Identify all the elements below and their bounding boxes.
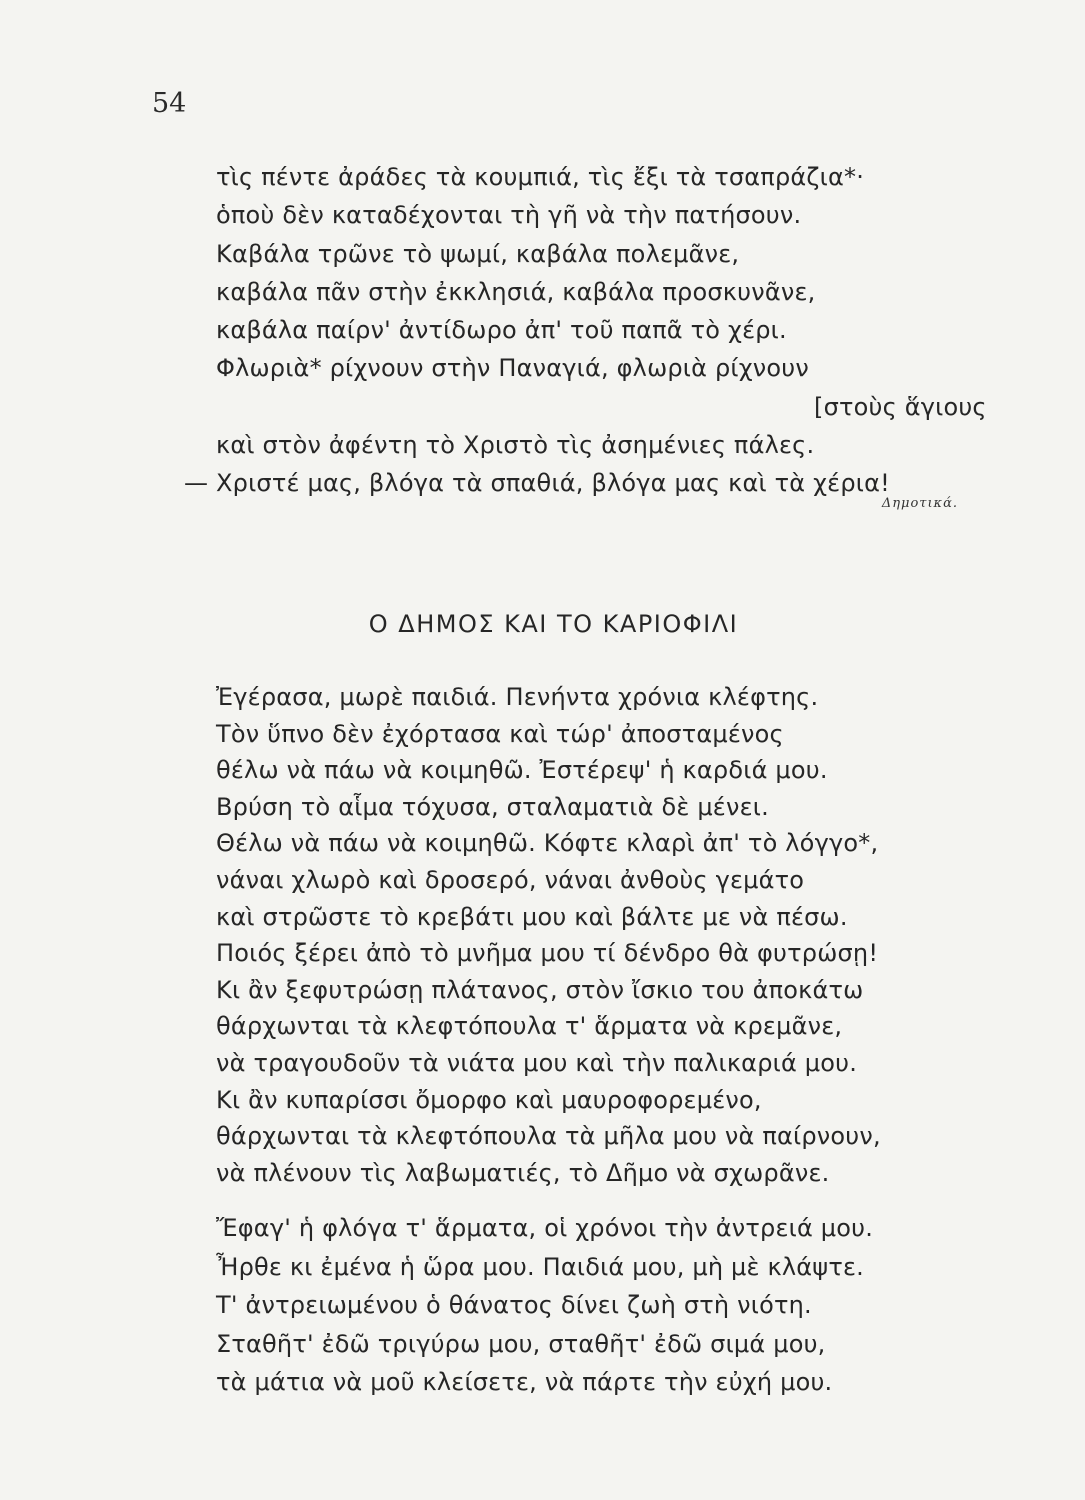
verse-line: θέλω νὰ πάω νὰ κοιμηθῶ. Ἐστέρεψ' ἡ καρδιά μου. xyxy=(216,756,828,785)
verse-line: Σταθῆτ' ἐδῶ τριγύρω μου, σταθῆτ' ἐδῶ σιμά μου, xyxy=(216,1329,826,1358)
verse-line: Κι ἂν κυπαρίσσι ὄμορφο καὶ μαυροφορεμένο, xyxy=(216,1085,762,1114)
verse-line: τὶς πέντε ἀράδες τὰ κουμπιά, τὶς ἔξι τὰ τσαπράζια*· xyxy=(216,163,865,191)
verse-line: θάρχωνται τὰ κλεφτόπουλα τὰ μῆλα μου νὰ παίρνουν, xyxy=(216,1122,881,1151)
verse-line: ὁποὺ δὲν καταδέχονται τὴ γῆ νὰ τὴν πατήσουν. xyxy=(216,201,802,230)
verse-line: καβάλα πᾶν στὴν ἐκκλησιά, καβάλα προσκυνᾶνε, xyxy=(216,277,816,306)
verse-line: καὶ στρῶστε τὸ κρεβάτι μου καὶ βάλτε με νὰ πέσω. xyxy=(216,902,848,931)
verse-line: Τ' ἀντρειωμένου ὁ θάνατος δίνει ζωὴ στὴ νιότη. xyxy=(216,1291,812,1319)
verse-line-turnover: [στοὺς ἅγιους xyxy=(814,392,987,421)
verse-line: Ἦρθε κι ἐμένα ἡ ὥρα μου. Παιδιά μου, μὴ μὲ κλάψτε. xyxy=(216,1252,864,1281)
verse-line: Καβάλα τρῶνε τὸ ψωμί, καβάλα πολεμᾶνε, xyxy=(216,239,740,268)
verse-line: νὰ πλένουν τὶς λαβωματιές, τὸ Δῆμο νὰ σχωρᾶνε. xyxy=(216,1158,830,1187)
verse-line: καβάλα παίρν' ἀντίδωρο ἀπ' τοῦ παπᾶ τὸ χέρι. xyxy=(216,316,787,345)
verse-line: Ποιός ξέρει ἀπὸ τὸ μνῆμα μου τί δένδρο θὰ φυτρώσῃ! xyxy=(216,939,879,968)
verse-line: τὰ μάτια νὰ μοῦ κλείσετε, νὰ πάρτε τὴν εὐχή μου. xyxy=(216,1368,833,1396)
poem-fragment-stanza xyxy=(184,158,987,503)
verse-line-dialogue: — Χριστέ μας, βλόγα τὰ σπαθιά, βλόγα μας καὶ τὰ χέρια! xyxy=(184,469,890,498)
verse-line: καὶ στὸν ἀφέντη τὸ Χριστὸ τὶς ἀσημένιες πάλες. xyxy=(216,431,815,460)
page-number: 54 xyxy=(152,88,187,119)
verse-line: Φλωριὰ* ρίχνουν στὴν Παναγιά, φλωριὰ ρίχνουν xyxy=(216,354,809,383)
verse-line: Ἐγέρασα, μωρὲ παιδιά. Πενήντα χρόνια κλέφτης. xyxy=(216,683,819,711)
verse-line: Ἔφαγ' ἡ φλόγα τ' ἅρματα, οἱ χρόνοι τὴν ἀντρειά μου. xyxy=(216,1214,874,1242)
verse-line: Θέλω νὰ πάω νὰ κοιμηθῶ. Κόφτε κλαρὶ ἀπ' τὸ λόγγο*, xyxy=(216,829,879,858)
verse-line: Τὸν ὕπνο δὲν ἐχόρτασα καὶ τώρ' ἀποσταμένος xyxy=(216,719,784,748)
verse-line: θάρχωνται τὰ κλεφτόπουλα τ' ἅρματα νὰ κρεμᾶνε, xyxy=(216,1012,843,1041)
verse-line: νὰ τραγουδοῦν τὰ νιάτα μου καὶ τὴν παλικαριά μου. xyxy=(216,1048,858,1077)
attribution: Δημοτικά. xyxy=(881,496,958,511)
poem-title: Ο ΔΗΜΟΣ ΚΑΙ ΤΟ ΚΑΡΙΟΦΙΛΙ xyxy=(368,610,739,638)
poem-stanza-2 xyxy=(216,1209,873,1402)
poem-stanza-1 xyxy=(216,679,881,1191)
verse-line: Βρύση τὸ αἷμα τόχυσα, σταλαματιὰ δὲ μένει. xyxy=(216,792,769,821)
verse-line: Κι ἂν ξεφυτρώσῃ πλάτανος, στὸν ἴσκιο του ἀποκάτω xyxy=(216,975,864,1004)
verse-line: νάναι χλωρὸ καὶ δροσερό, νάναι ἀνθοὺς γεμάτο xyxy=(216,865,805,894)
